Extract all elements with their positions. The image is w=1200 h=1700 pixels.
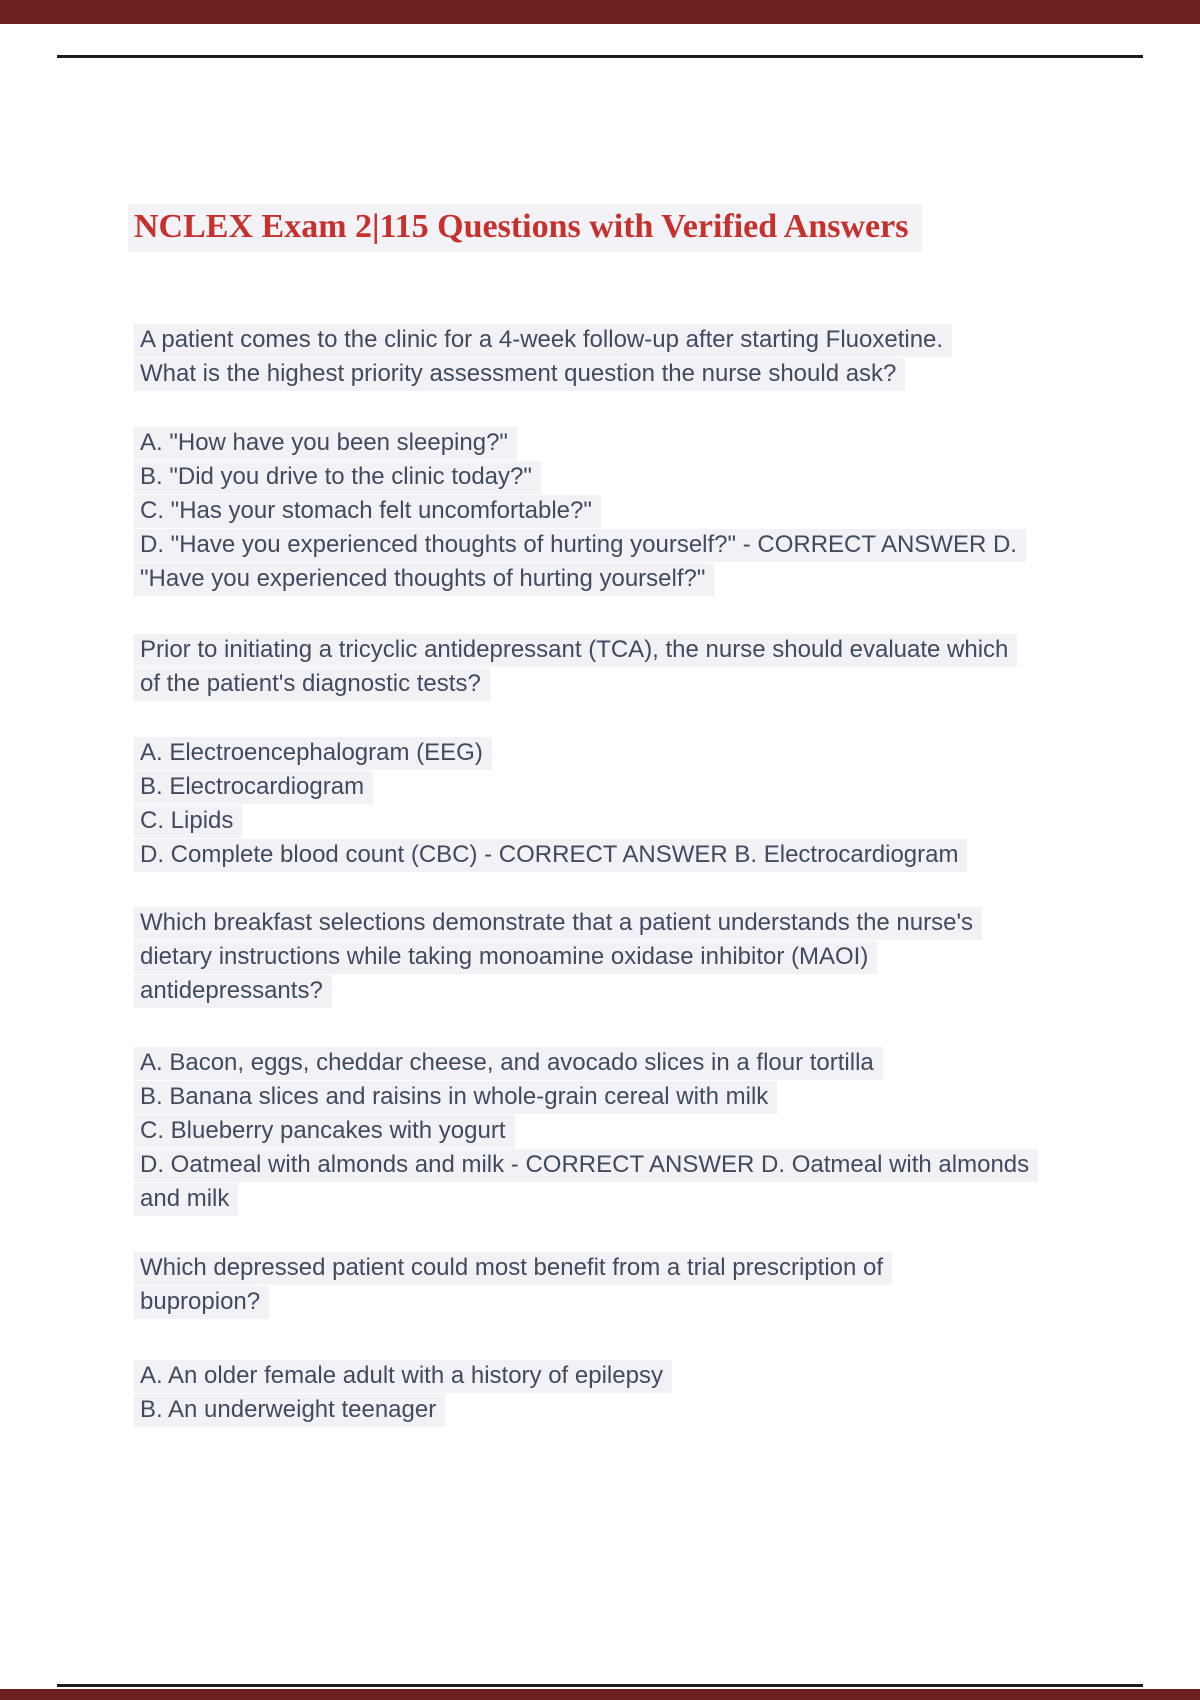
text-line: B. An underweight teenager bbox=[140, 1394, 672, 1428]
text-line: D. "Have you experienced thoughts of hurting yourself?" - CORRECT ANSWER D. bbox=[140, 529, 1026, 563]
question-3-paragraph bbox=[140, 907, 982, 1009]
text-line: B. Electrocardiogram bbox=[140, 771, 967, 805]
question-2-options bbox=[140, 737, 967, 873]
question-4-paragraph bbox=[140, 1252, 892, 1320]
text-line: C. Lipids bbox=[140, 805, 967, 839]
text-line: bupropion? bbox=[140, 1286, 892, 1320]
text-line: Which depressed patient could most benefit from a trial prescription of bbox=[140, 1252, 892, 1286]
text-line: A. Electroencephalogram (EEG) bbox=[140, 737, 967, 771]
question-3-options bbox=[140, 1047, 1038, 1217]
question-4-options bbox=[140, 1360, 672, 1428]
text-line: C. "Has your stomach felt uncomfortable?" bbox=[140, 495, 1026, 529]
question-1-paragraph bbox=[140, 324, 952, 392]
text-line: A. "How have you been sleeping?" bbox=[140, 427, 1026, 461]
text-line: and milk bbox=[140, 1183, 1038, 1217]
text-line: D. Complete blood count (CBC) - CORRECT ANSWER B. Electrocardiogram bbox=[140, 839, 967, 873]
text-line: Which breakfast selections demonstrate that a patient understands the nurse's bbox=[140, 907, 982, 941]
footer-rule bbox=[57, 1684, 1143, 1687]
bottom-accent-bar bbox=[0, 1689, 1200, 1700]
header-rule bbox=[57, 55, 1143, 58]
text-line: of the patient's diagnostic tests? bbox=[140, 668, 1017, 702]
text-line: Prior to initiating a tricyclic antidepressant (TCA), the nurse should evaluate which bbox=[140, 634, 1017, 668]
text-line: dietary instructions while taking monoamine oxidase inhibitor (MAOI) bbox=[140, 941, 982, 975]
question-1-options bbox=[140, 427, 1026, 597]
top-accent-bar bbox=[0, 0, 1200, 24]
text-line: A patient comes to the clinic for a 4-week follow-up after starting Fluoxetine. bbox=[140, 324, 952, 358]
text-line: A. An older female adult with a history of epilepsy bbox=[140, 1360, 672, 1394]
text-line: "Have you experienced thoughts of hurting yourself?" bbox=[140, 563, 1026, 597]
question-2-paragraph bbox=[140, 634, 1017, 702]
text-line: What is the highest priority assessment question the nurse should ask? bbox=[140, 358, 952, 392]
text-line: A. Bacon, eggs, cheddar cheese, and avocado slices in a flour tortilla bbox=[140, 1047, 1038, 1081]
text-line: D. Oatmeal with almonds and milk - CORRECT ANSWER D. Oatmeal with almonds bbox=[140, 1149, 1038, 1183]
document-title: NCLEX Exam 2|115 Questions with Verified Answers bbox=[128, 204, 922, 252]
text-line: B. "Did you drive to the clinic today?" bbox=[140, 461, 1026, 495]
text-line: B. Banana slices and raisins in whole-grain cereal with milk bbox=[140, 1081, 1038, 1115]
text-line: antidepressants? bbox=[140, 975, 982, 1009]
text-line: C. Blueberry pancakes with yogurt bbox=[140, 1115, 1038, 1149]
